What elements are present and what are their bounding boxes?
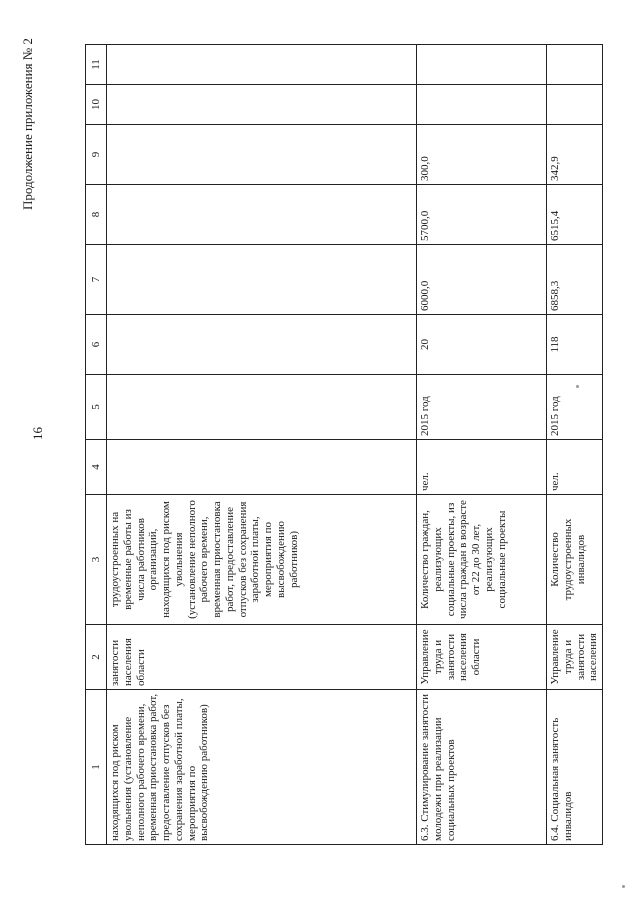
- measure-cell: находящихся под риском увольнения (установление неполного рабочего времени, временная приостановка работ, предоставление отпусков без сохранения заработной платы, мероприятия по высвобождению работников): [107, 690, 417, 845]
- federal-funding-cell: 5700,0: [417, 185, 547, 245]
- column-number-1: 1: [86, 690, 107, 845]
- col11-cell: [107, 45, 417, 85]
- responsible-cell: Управление труда и занятости населения области: [417, 625, 547, 690]
- column-number-3: 3: [86, 495, 107, 625]
- column-number-8: 8: [86, 185, 107, 245]
- value-cell: 118: [547, 315, 603, 375]
- period-cell: 2015 год: [547, 375, 603, 440]
- column-number-2: 2: [86, 625, 107, 690]
- program-table: [85, 45, 600, 845]
- column-number-6: 6: [86, 315, 107, 375]
- responsible-cell: занятости населения области: [107, 625, 417, 690]
- period-cell: [107, 375, 417, 440]
- table-row: [547, 45, 603, 845]
- total-funding-cell: 6858,3: [547, 245, 603, 315]
- federal-funding-cell: [107, 185, 417, 245]
- regional-funding-cell: [107, 125, 417, 185]
- page-number: 16: [30, 427, 45, 440]
- col11-cell: [547, 45, 603, 85]
- indicator-cell: Количество граждан, реализующих социальные проекты, из числа граждан в возрасте от 22 до 30 лет, реализующих социальные проекты: [417, 495, 547, 625]
- column-number-10: 10: [86, 85, 107, 125]
- value-cell: 20: [417, 315, 547, 375]
- responsible-cell: Управление труда и занятости населения: [547, 625, 603, 690]
- table-row: [107, 45, 417, 845]
- federal-funding-cell: 6515,4: [547, 185, 603, 245]
- table-row: [417, 45, 547, 845]
- col11-cell: [417, 45, 547, 85]
- appendix-continuation-header: Продолжение приложения № 2: [20, 38, 35, 210]
- column-number-5: 5: [86, 375, 107, 440]
- unit-cell: чел.: [547, 440, 603, 495]
- column-number-7: 7: [86, 245, 107, 315]
- period-cell: 2015 год: [417, 375, 547, 440]
- measure-cell: 6.4. Социальная занятость инвалидов: [547, 690, 603, 845]
- scan-speck: [622, 885, 625, 888]
- column-number-4: 4: [86, 440, 107, 495]
- col10-cell: [107, 85, 417, 125]
- col10-cell: [417, 85, 547, 125]
- column-number-9: 9: [86, 125, 107, 185]
- measure-cell: 6.3. Стимулирование занятости молодежи при реализации социальных проектов: [417, 690, 547, 845]
- indicator-cell: Количество трудоустроенных инвалидов: [547, 495, 603, 625]
- total-funding-cell: [107, 245, 417, 315]
- regional-funding-cell: 342,9: [547, 125, 603, 185]
- total-funding-cell: 6000,0: [417, 245, 547, 315]
- value-cell: [107, 315, 417, 375]
- col10-cell: [547, 85, 603, 125]
- column-number-row: [86, 45, 107, 845]
- indicator-cell: трудоустроенных на временные работы из числа работников организаций, находящихся под риском увольнения (установление неполного рабочего времени, временная приостановка работ, предоставление отпусков без сохранения заработной платы, мероприятия по высвобождению работников): [107, 495, 417, 625]
- regional-funding-cell: 300,0: [417, 125, 547, 185]
- unit-cell: чел.: [417, 440, 547, 495]
- unit-cell: [107, 440, 417, 495]
- scan-speck: [576, 385, 579, 388]
- column-number-11: 11: [86, 45, 107, 85]
